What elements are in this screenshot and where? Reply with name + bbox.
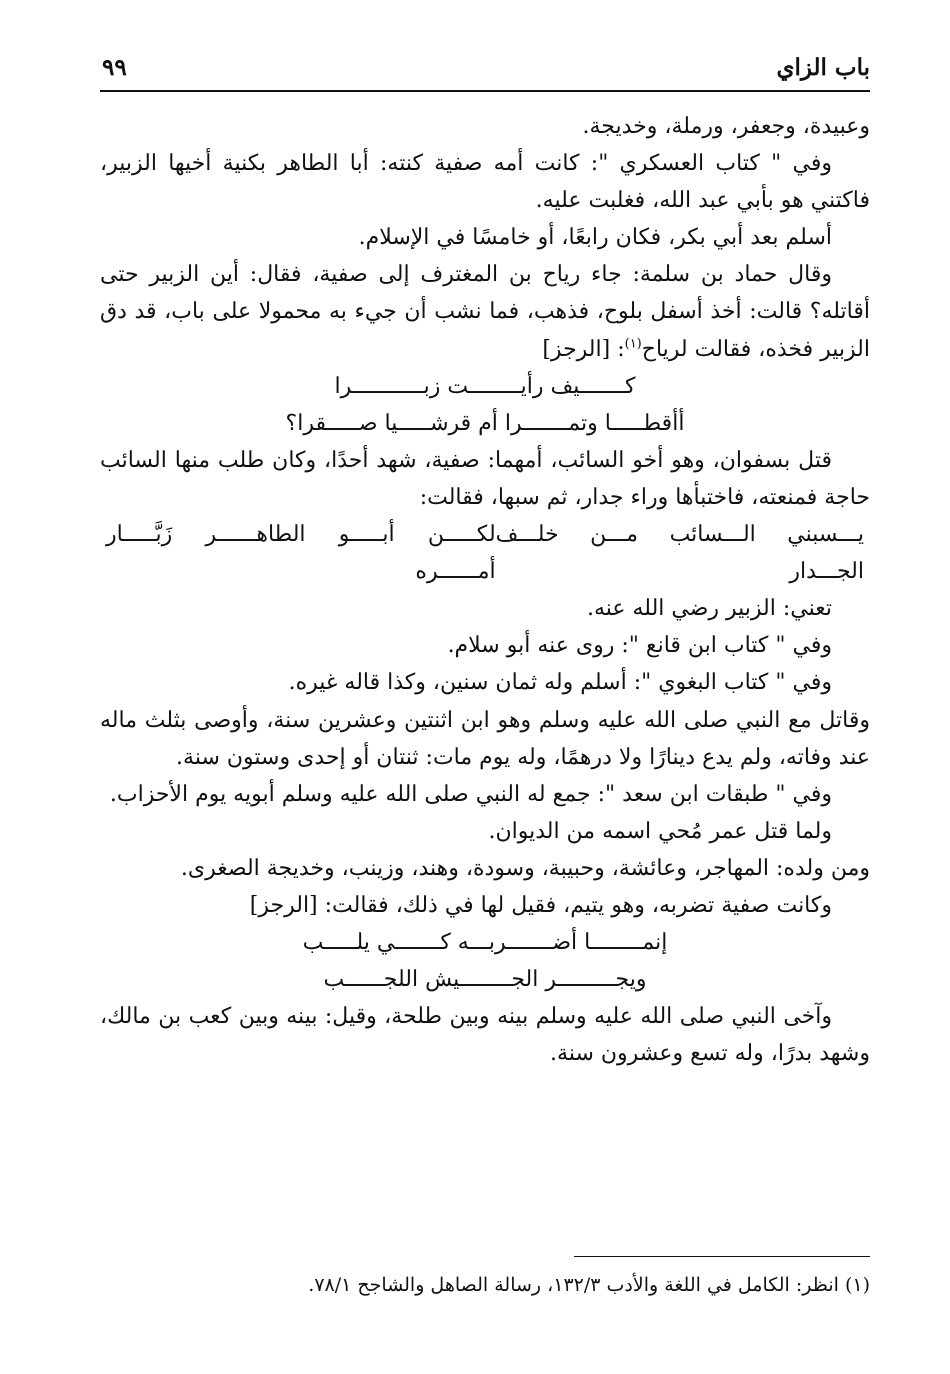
paragraph-baghawi: وفي " كتاب البغوي ": أسلم وله ثمان سنين، وكذا قاله غيره. (288, 670, 832, 696)
page-number: ٩٩ (102, 54, 127, 81)
footnote-separator (574, 1256, 870, 1257)
verse-line: كـــــــيف رأيــــــــت زبـــــــــــرا (334, 373, 636, 399)
footnote-marker: (١) (624, 336, 642, 352)
verse-hemistich-first: يـــسبني الـــسائب مـــن خلـــف الجـــدار (495, 522, 864, 585)
verse-line: إنمــــــــا أضـــــــربـــه كـــــــي يلـــــب (302, 930, 668, 956)
paragraph-tabaqat: وفي " طبقات ابن سعد ": جمع له النبي صلى الله عليه وسلم أبويه يوم الأحزاب. (109, 781, 832, 807)
paragraph-hammad (100, 256, 870, 367)
paragraph-safwan: قتل بسفوان، وهو أخو السائب، أمهما: صفية، شهد أحدًا، وكان طلب منها السائب حاجة فمنعته، فاختبأها وراء جدار، ثم سبها، فقالت: (100, 447, 870, 510)
verse-line: أأقطـــــا وتمـــــــرا أم قرشـــــيا صـــــقرا؟ (285, 410, 685, 436)
meter-label: : [الرجز] (542, 336, 625, 362)
paragraph-askari: وفي " كتاب العسكري ": كانت أمه صفية كنته: أبا الطاهر بكنية أخيها الزبير، فاكتني هو بأبي عبد الله، فغلبت عليه. (100, 151, 870, 214)
running-header (100, 52, 870, 92)
paragraph-islam: أسلم بعد أبي بكر، فكان رابعًا، أو خامسًا في الإسلام. (358, 225, 832, 251)
paragraph-children: ومن ولده: المهاجر، وعائشة، وحبيبة، وسودة، وهند، وزينب، وخديجة الصغرى. (180, 855, 870, 881)
verse-hemistich-second: لكـــــن أبـــــو الطاهــــــر زَبَّـــــار أمــــــره (106, 522, 496, 585)
paragraph-umar: ولما قتل عمر مُحي اسمه من الديوان. (488, 818, 832, 844)
verse-couplet (100, 516, 870, 590)
main-text (100, 108, 870, 1072)
paragraph-ibn-qani: وفي " كتاب ابن قانع ": روى عنه أبو سلام. (447, 633, 832, 659)
chapter-title: باب الزاي (776, 54, 870, 81)
paragraph-qatala: وقاتل مع النبي صلى الله عليه وسلم وهو ابن اثنتين وعشرين سنة، وأوصى بثلث ماله عند وفاته، ولم يدع دينارًا ولا درهمًا، وله يوم مات: ثنتان أو إحدى وستون سنة. (100, 707, 870, 770)
paragraph-safiyya: وكانت صفية تضربه، وهو يتيم، فقيل لها في ذلك، فقالت: [الرجز] (249, 892, 832, 918)
paragraph-text: وقال حماد بن سلمة: جاء رياح بن المغترف إلى صفية، فقال: أين الزبير حتى أقاتله؟ قالت: أخذ أسفل بلوح، فذهب، فما نشب أن جيء به محمولا على باب، قد دق الزبير فخذه، فقالت لرياح (100, 262, 870, 362)
verse-line: ويجـــــــــر الجــــــــيش اللجــــــب (323, 967, 647, 993)
paragraph-tani: تعني: الزبير رضي الله عنه. (586, 596, 832, 622)
footnote: (١) انظر: الكامل في اللغة والأدب ١٣٢/٣، رسالة الصاهل والشاجح ٧٨/١. (308, 1274, 870, 1296)
paragraph-brotherhood: وآخى النبي صلى الله عليه وسلم بينه وبين طلحة، وقيل: بينه وبين كعب بن مالك، وشهد بدرًا، وله تسع وعشرون سنة. (100, 1004, 870, 1067)
text-line: وعبيدة، وجعفر، ورملة، وخديجة. (582, 114, 870, 139)
